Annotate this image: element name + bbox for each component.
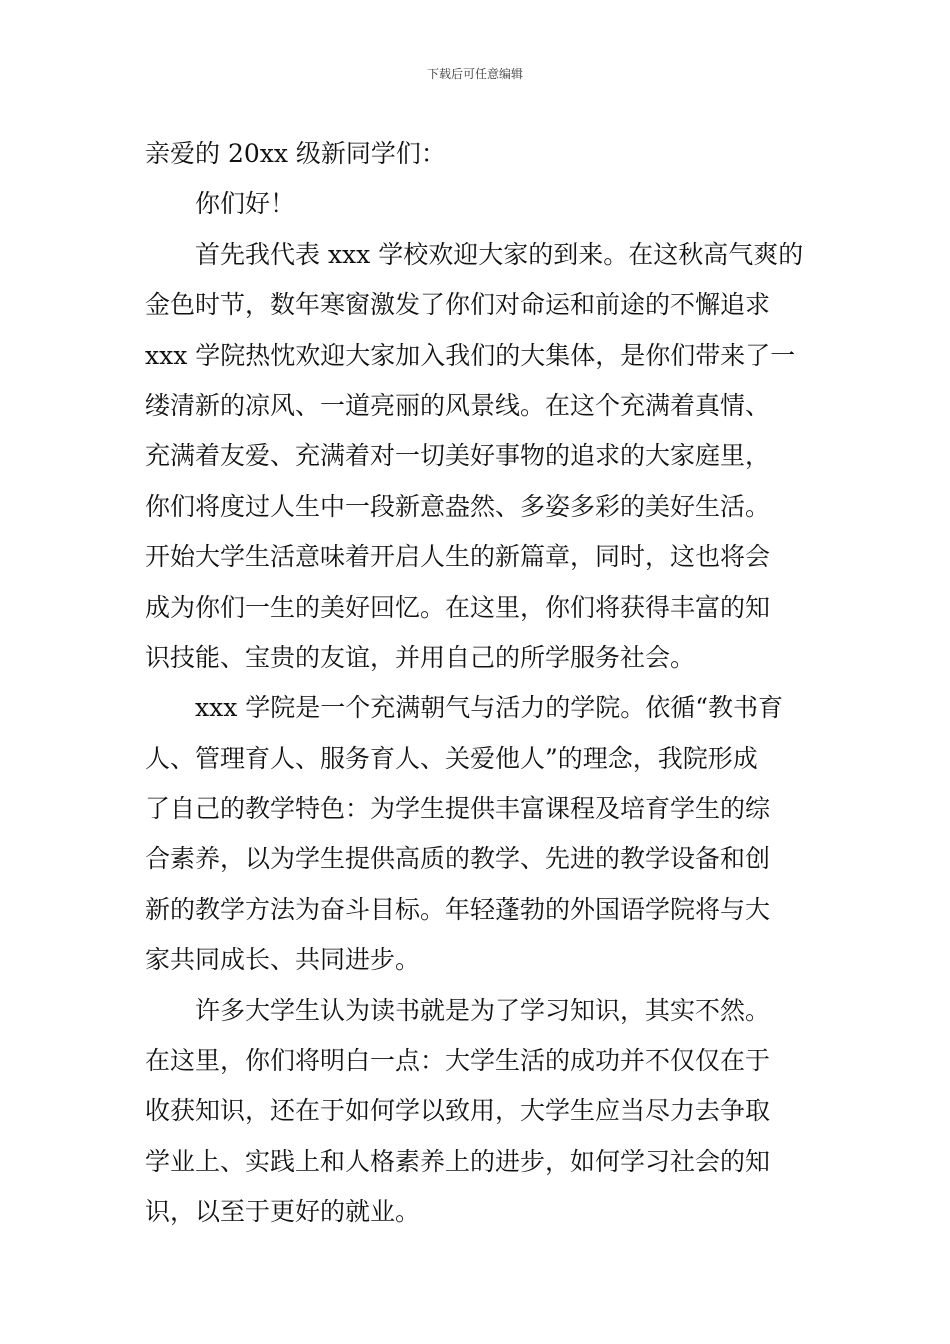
document-line: 新的教学方法为奋斗目标。年轻蓬勃的外国语学院将与大 — [145, 894, 771, 924]
document-line: 充满着友爱、充满着对一切美好事物的追求的大家庭里， — [145, 441, 771, 471]
document-line: 首先我代表 xxx 学校欢迎大家的到来。在这秋高气爽的 — [195, 239, 804, 269]
document-line: 成为你们一生的美好回忆。在这里，你们将获得丰富的知 — [145, 592, 771, 622]
document-line: 识技能、宝贵的友谊，并用自己的所学服务社会。 — [145, 642, 696, 672]
document-line: 金色时节，数年寒窗激发了你们对命运和前途的不懈追求 — [145, 290, 771, 320]
document-line: 你们将度过人生中一段新意盎然、多姿多彩的美好生活。 — [145, 491, 771, 521]
document-line: xxx 学院热忱欢迎大家加入我们的大集体，是你们带来了一 — [145, 340, 796, 370]
document-line: 学业上、实践上和人格素养上的进步，如何学习社会的知 — [145, 1146, 771, 1176]
document-body — [145, 129, 807, 1238]
document-line: 家共同成长、共同进步。 — [145, 945, 421, 975]
document-line: 开始大学生活意味着开启人生的新篇章，同时，这也将会 — [145, 542, 771, 572]
document-line: 合素养，以为学生提供高质的教学、先进的教学设备和创 — [145, 844, 771, 874]
document-line: xxx 学院是一个充满朝气与活力的学院。依循“教书育 — [195, 693, 784, 723]
document-line: 了自己的教学特色：为学生提供丰富课程及培育学生的综 — [145, 794, 771, 824]
document-line: 许多大学生认为读书就是为了学习知识，其实不然。 — [195, 995, 771, 1025]
document-line: 人、管理育人、服务育人、关爱他人”的理念，我院形成 — [145, 743, 758, 773]
document-line: 缕清新的凉风、一道亮丽的风景线。在这个充满着真情、 — [145, 390, 771, 420]
page-header-note: 下载后可任意编辑 — [426, 67, 523, 81]
document-line: 亲爱的 20xx 级新同学们： — [145, 139, 446, 168]
document-line: 收获知识，还在于如何学以致用，大学生应当尽力去争取 — [145, 1096, 771, 1126]
document-line: 识，以至于更好的就业。 — [145, 1197, 421, 1227]
document-line: 在这里，你们将明白一点：大学生活的成功并不仅仅在于 — [145, 1046, 771, 1076]
document-line: 你们好！ — [195, 189, 296, 219]
